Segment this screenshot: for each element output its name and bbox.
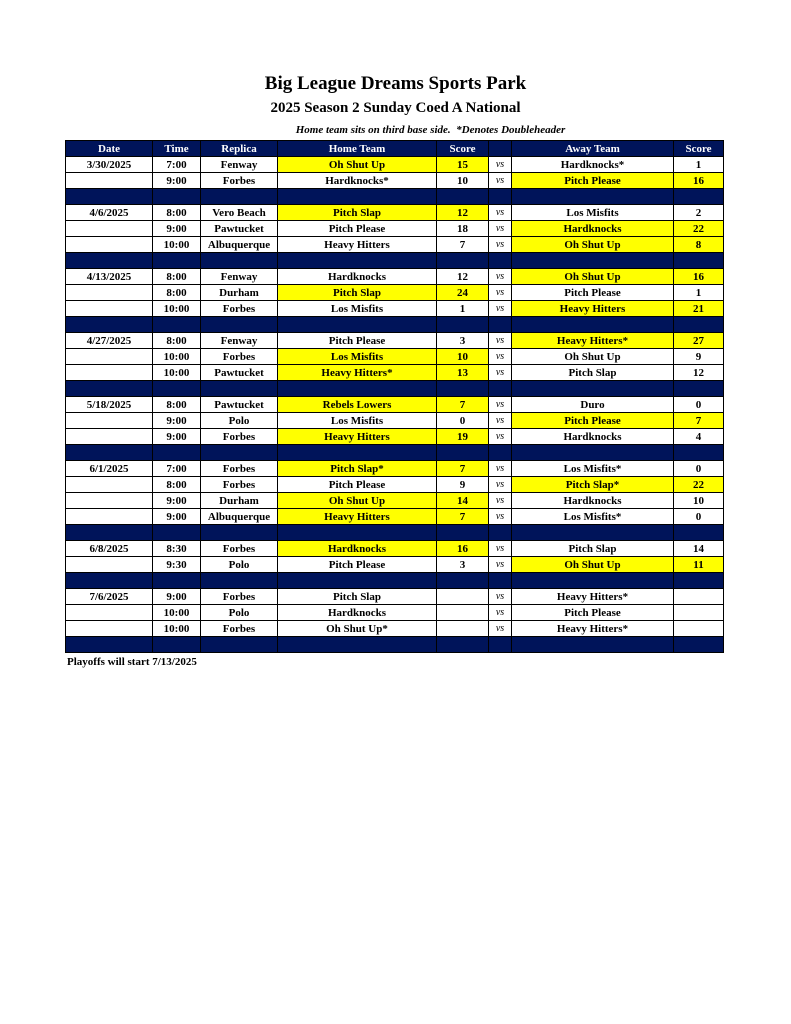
away-score-cell: 0 — [674, 461, 724, 477]
date-cell — [66, 477, 153, 493]
time-cell: 9:00 — [153, 413, 201, 429]
replica-cell: Forbes — [201, 301, 278, 317]
vs-cell: vs — [489, 429, 512, 445]
home-team-cell: Pitch Slap — [278, 589, 437, 605]
vs-cell: vs — [489, 621, 512, 637]
separator-cell — [512, 189, 674, 205]
vs-cell: vs — [489, 541, 512, 557]
separator-cell — [674, 253, 724, 269]
away-score-cell: 1 — [674, 157, 724, 173]
separator-cell — [201, 381, 278, 397]
home-score-cell: 10 — [437, 173, 489, 189]
replica-cell: Durham — [201, 493, 278, 509]
game-row — [66, 237, 724, 253]
home-score-cell: 14 — [437, 493, 489, 509]
game-row — [66, 461, 724, 477]
separator-cell — [674, 525, 724, 541]
date-cell — [66, 301, 153, 317]
replica-cell: Pawtucket — [201, 397, 278, 413]
away-team-cell: Pitch Please — [512, 605, 674, 621]
home-team-cell: Hardknocks — [278, 269, 437, 285]
separator-cell — [66, 445, 153, 461]
separator-cell — [674, 189, 724, 205]
separator-cell — [66, 573, 153, 589]
replica-cell: Fenway — [201, 269, 278, 285]
away-team-cell: Pitch Please — [512, 413, 674, 429]
date-cell: 6/8/2025 — [66, 541, 153, 557]
separator-cell — [278, 637, 437, 653]
home-team-cell: Hardknocks — [278, 541, 437, 557]
away-team-cell: Pitch Please — [512, 285, 674, 301]
separator-cell — [201, 637, 278, 653]
home-team-cell: Heavy Hitters — [278, 429, 437, 445]
vs-cell: vs — [489, 493, 512, 509]
game-row — [66, 205, 724, 221]
vs-cell: vs — [489, 365, 512, 381]
home-team-note — [0, 124, 791, 137]
date-cell — [66, 493, 153, 509]
away-team-cell: Heavy Hitters* — [512, 589, 674, 605]
separator-cell — [278, 525, 437, 541]
away-team-cell: Pitch Slap* — [512, 477, 674, 493]
separator-cell — [278, 381, 437, 397]
week-separator — [66, 381, 724, 397]
separator-cell — [437, 445, 489, 461]
date-cell: 3/30/2025 — [66, 157, 153, 173]
home-team-cell: Rebels Lowers — [278, 397, 437, 413]
away-team-cell: Heavy Hitters* — [512, 621, 674, 637]
replica-cell: Polo — [201, 605, 278, 621]
away-score-cell: 16 — [674, 269, 724, 285]
separator-cell — [437, 317, 489, 333]
game-row — [66, 589, 724, 605]
separator-cell — [201, 525, 278, 541]
week-separator — [66, 189, 724, 205]
separator-cell — [278, 445, 437, 461]
week-separator — [66, 253, 724, 269]
date-cell — [66, 509, 153, 525]
home-team-cell: Pitch Please — [278, 477, 437, 493]
away-score-cell: 14 — [674, 541, 724, 557]
game-row — [66, 493, 724, 509]
game-row — [66, 157, 724, 173]
date-cell — [66, 605, 153, 621]
time-cell: 10:00 — [153, 621, 201, 637]
home-team-cell: Pitch Slap — [278, 205, 437, 221]
time-cell: 8:00 — [153, 333, 201, 349]
playoffs-note: Playoffs will start 7/13/2025 — [67, 656, 197, 668]
home-score-cell: 7 — [437, 461, 489, 477]
separator-cell — [512, 317, 674, 333]
home-score-cell: 24 — [437, 285, 489, 301]
home-team-cell: Heavy Hitters* — [278, 365, 437, 381]
game-row — [66, 349, 724, 365]
replica-cell: Durham — [201, 285, 278, 301]
date-cell — [66, 221, 153, 237]
separator-cell — [153, 573, 201, 589]
vs-cell: vs — [489, 605, 512, 621]
week-separator — [66, 525, 724, 541]
separator-cell — [153, 381, 201, 397]
replica-cell: Forbes — [201, 349, 278, 365]
separator-cell — [674, 445, 724, 461]
home-score-cell: 0 — [437, 413, 489, 429]
home-score-cell: 19 — [437, 429, 489, 445]
week-separator — [66, 637, 724, 653]
time-cell: 7:00 — [153, 461, 201, 477]
date-cell — [66, 349, 153, 365]
replica-cell: Fenway — [201, 157, 278, 173]
vs-cell: vs — [489, 349, 512, 365]
away-score-cell — [674, 621, 724, 637]
away-score-cell: 4 — [674, 429, 724, 445]
separator-cell — [66, 189, 153, 205]
header-away-team: Away Team — [512, 141, 674, 157]
separator-cell — [437, 253, 489, 269]
home-team-note-text: Home team sits on third base side. — [295, 124, 451, 136]
replica-cell: Albuquerque — [201, 237, 278, 253]
away-team-cell: Hardknocks — [512, 221, 674, 237]
time-cell: 10:00 — [153, 237, 201, 253]
separator-cell — [201, 317, 278, 333]
separator-cell — [512, 525, 674, 541]
replica-cell: Polo — [201, 557, 278, 573]
separator-cell — [489, 317, 512, 333]
home-score-cell: 16 — [437, 541, 489, 557]
time-cell: 10:00 — [153, 605, 201, 621]
vs-cell: vs — [489, 461, 512, 477]
replica-cell: Forbes — [201, 429, 278, 445]
vs-cell: vs — [489, 157, 512, 173]
replica-cell: Forbes — [201, 461, 278, 477]
separator-cell — [437, 381, 489, 397]
away-score-cell: 1 — [674, 285, 724, 301]
replica-cell: Forbes — [201, 477, 278, 493]
time-cell: 9:00 — [153, 493, 201, 509]
separator-cell — [201, 573, 278, 589]
game-row — [66, 397, 724, 413]
game-row — [66, 301, 724, 317]
week-separator — [66, 317, 724, 333]
away-team-cell: Hardknocks — [512, 429, 674, 445]
separator-cell — [674, 637, 724, 653]
game-row — [66, 557, 724, 573]
home-score-cell: 18 — [437, 221, 489, 237]
separator-cell — [66, 381, 153, 397]
replica-cell: Albuquerque — [201, 509, 278, 525]
home-team-cell: Los Misfits — [278, 413, 437, 429]
date-cell — [66, 557, 153, 573]
separator-cell — [278, 189, 437, 205]
separator-cell — [201, 253, 278, 269]
game-row — [66, 333, 724, 349]
home-score-cell — [437, 621, 489, 637]
time-cell: 7:00 — [153, 157, 201, 173]
away-team-cell: Los Misfits — [512, 205, 674, 221]
time-cell: 9:00 — [153, 173, 201, 189]
home-score-cell: 9 — [437, 477, 489, 493]
away-team-cell: Heavy Hitters — [512, 301, 674, 317]
home-team-cell: Los Misfits — [278, 301, 437, 317]
home-team-cell: Heavy Hitters — [278, 237, 437, 253]
game-row — [66, 365, 724, 381]
home-team-cell: Pitch Please — [278, 557, 437, 573]
header-vs — [489, 141, 512, 157]
home-team-cell: Hardknocks* — [278, 173, 437, 189]
vs-cell: vs — [489, 237, 512, 253]
page-subtitle: 2025 Season 2 Sunday Coed A National — [270, 100, 521, 116]
time-cell: 10:00 — [153, 349, 201, 365]
time-cell: 9:00 — [153, 221, 201, 237]
time-cell: 9:00 — [153, 589, 201, 605]
replica-cell: Forbes — [201, 541, 278, 557]
home-score-cell — [437, 605, 489, 621]
time-cell: 8:00 — [153, 397, 201, 413]
away-score-cell — [674, 605, 724, 621]
time-cell: 8:00 — [153, 205, 201, 221]
game-row — [66, 173, 724, 189]
separator-cell — [512, 573, 674, 589]
date-cell: 4/27/2025 — [66, 333, 153, 349]
away-team-cell: Oh Shut Up — [512, 269, 674, 285]
separator-cell — [437, 637, 489, 653]
time-cell: 10:00 — [153, 301, 201, 317]
replica-cell: Forbes — [201, 173, 278, 189]
away-score-cell: 21 — [674, 301, 724, 317]
schedule-table — [65, 140, 724, 653]
date-cell: 6/1/2025 — [66, 461, 153, 477]
home-score-cell: 13 — [437, 365, 489, 381]
separator-cell — [278, 573, 437, 589]
away-score-cell: 22 — [674, 221, 724, 237]
separator-cell — [66, 637, 153, 653]
home-score-cell: 7 — [437, 237, 489, 253]
away-score-cell: 22 — [674, 477, 724, 493]
away-score-cell: 11 — [674, 557, 724, 573]
week-separator — [66, 445, 724, 461]
home-team-cell: Pitch Please — [278, 333, 437, 349]
page-title: Big League Dreams Sports Park — [264, 73, 527, 94]
week-separator — [66, 573, 724, 589]
vs-cell: vs — [489, 221, 512, 237]
away-team-cell: Oh Shut Up — [512, 349, 674, 365]
away-score-cell: 27 — [674, 333, 724, 349]
time-cell: 9:30 — [153, 557, 201, 573]
date-cell: 7/6/2025 — [66, 589, 153, 605]
away-score-cell: 10 — [674, 493, 724, 509]
vs-cell: vs — [489, 333, 512, 349]
separator-cell — [153, 317, 201, 333]
away-score-cell: 9 — [674, 349, 724, 365]
replica-cell: Fenway — [201, 333, 278, 349]
away-score-cell: 2 — [674, 205, 724, 221]
separator-cell — [437, 573, 489, 589]
separator-cell — [489, 573, 512, 589]
date-cell: 4/13/2025 — [66, 269, 153, 285]
separator-cell — [437, 525, 489, 541]
header-replica: Replica — [201, 141, 278, 157]
vs-cell: vs — [489, 413, 512, 429]
date-cell: 5/18/2025 — [66, 397, 153, 413]
home-score-cell: 3 — [437, 557, 489, 573]
away-score-cell: 0 — [674, 397, 724, 413]
home-team-cell: Hardknocks — [278, 605, 437, 621]
vs-cell: vs — [489, 589, 512, 605]
separator-cell — [674, 317, 724, 333]
vs-cell: vs — [489, 173, 512, 189]
header-away-score: Score — [674, 141, 724, 157]
separator-cell — [512, 253, 674, 269]
away-team-cell: Hardknocks* — [512, 157, 674, 173]
separator-cell — [201, 445, 278, 461]
header-home-score: Score — [437, 141, 489, 157]
away-team-cell: Heavy Hitters* — [512, 333, 674, 349]
doubleheader-note: *Denotes Doubleheader — [456, 124, 566, 136]
time-cell: 9:00 — [153, 509, 201, 525]
game-row — [66, 221, 724, 237]
replica-cell: Vero Beach — [201, 205, 278, 221]
separator-cell — [66, 317, 153, 333]
home-score-cell: 10 — [437, 349, 489, 365]
date-cell: 4/6/2025 — [66, 205, 153, 221]
away-score-cell: 7 — [674, 413, 724, 429]
replica-cell: Pawtucket — [201, 365, 278, 381]
away-team-cell: Oh Shut Up — [512, 237, 674, 253]
time-cell: 8:00 — [153, 285, 201, 301]
date-cell — [66, 621, 153, 637]
separator-cell — [66, 253, 153, 269]
separator-cell — [153, 253, 201, 269]
away-team-cell: Pitch Slap — [512, 541, 674, 557]
replica-cell: Pawtucket — [201, 221, 278, 237]
home-team-cell: Oh Shut Up — [278, 493, 437, 509]
home-score-cell: 7 — [437, 509, 489, 525]
vs-cell: vs — [489, 205, 512, 221]
date-cell — [66, 413, 153, 429]
game-row — [66, 541, 724, 557]
game-row — [66, 429, 724, 445]
away-team-cell: Pitch Please — [512, 173, 674, 189]
date-cell — [66, 237, 153, 253]
away-score-cell: 12 — [674, 365, 724, 381]
home-team-cell: Pitch Slap* — [278, 461, 437, 477]
vs-cell: vs — [489, 285, 512, 301]
home-score-cell: 3 — [437, 333, 489, 349]
away-score-cell — [674, 589, 724, 605]
date-cell — [66, 285, 153, 301]
separator-cell — [201, 189, 278, 205]
replica-cell: Forbes — [201, 589, 278, 605]
separator-cell — [512, 381, 674, 397]
separator-cell — [512, 637, 674, 653]
home-team-cell: Oh Shut Up — [278, 157, 437, 173]
time-cell: 10:00 — [153, 365, 201, 381]
home-team-cell: Los Misfits — [278, 349, 437, 365]
home-team-cell: Pitch Slap — [278, 285, 437, 301]
game-row — [66, 509, 724, 525]
home-team-cell: Heavy Hitters — [278, 509, 437, 525]
home-score-cell — [437, 589, 489, 605]
game-row — [66, 269, 724, 285]
away-team-cell: Pitch Slap — [512, 365, 674, 381]
separator-cell — [489, 445, 512, 461]
time-cell: 9:00 — [153, 429, 201, 445]
game-row — [66, 477, 724, 493]
date-cell — [66, 365, 153, 381]
time-cell: 8:30 — [153, 541, 201, 557]
date-cell — [66, 429, 153, 445]
header-row — [66, 141, 724, 157]
home-team-cell: Oh Shut Up* — [278, 621, 437, 637]
schedule-body — [66, 157, 724, 653]
separator-cell — [489, 637, 512, 653]
away-team-cell: Hardknocks — [512, 493, 674, 509]
separator-cell — [278, 317, 437, 333]
away-score-cell: 8 — [674, 237, 724, 253]
away-score-cell: 16 — [674, 173, 724, 189]
vs-cell: vs — [489, 269, 512, 285]
separator-cell — [437, 189, 489, 205]
time-cell: 8:00 — [153, 477, 201, 493]
separator-cell — [674, 573, 724, 589]
away-score-cell: 0 — [674, 509, 724, 525]
game-row — [66, 621, 724, 637]
home-score-cell: 7 — [437, 397, 489, 413]
away-team-cell: Duro — [512, 397, 674, 413]
separator-cell — [153, 637, 201, 653]
home-score-cell: 12 — [437, 269, 489, 285]
header-date: Date — [66, 141, 153, 157]
separator-cell — [278, 253, 437, 269]
separator-cell — [153, 189, 201, 205]
vs-cell: vs — [489, 557, 512, 573]
replica-cell: Forbes — [201, 621, 278, 637]
game-row — [66, 285, 724, 301]
separator-cell — [153, 445, 201, 461]
game-row — [66, 413, 724, 429]
separator-cell — [489, 525, 512, 541]
separator-cell — [489, 189, 512, 205]
separator-cell — [153, 525, 201, 541]
vs-cell: vs — [489, 509, 512, 525]
separator-cell — [512, 445, 674, 461]
away-team-cell: Los Misfits* — [512, 509, 674, 525]
separator-cell — [489, 381, 512, 397]
separator-cell — [66, 525, 153, 541]
header-time: Time — [153, 141, 201, 157]
away-team-cell: Oh Shut Up — [512, 557, 674, 573]
home-score-cell: 15 — [437, 157, 489, 173]
game-row — [66, 605, 724, 621]
time-cell: 8:00 — [153, 269, 201, 285]
home-score-cell: 1 — [437, 301, 489, 317]
vs-cell: vs — [489, 301, 512, 317]
replica-cell: Polo — [201, 413, 278, 429]
vs-cell: vs — [489, 397, 512, 413]
home-score-cell: 12 — [437, 205, 489, 221]
separator-cell — [674, 381, 724, 397]
vs-cell: vs — [489, 477, 512, 493]
away-team-cell: Los Misfits* — [512, 461, 674, 477]
date-cell — [66, 173, 153, 189]
home-team-cell: Pitch Please — [278, 221, 437, 237]
separator-cell — [489, 253, 512, 269]
header-home-team: Home Team — [278, 141, 437, 157]
